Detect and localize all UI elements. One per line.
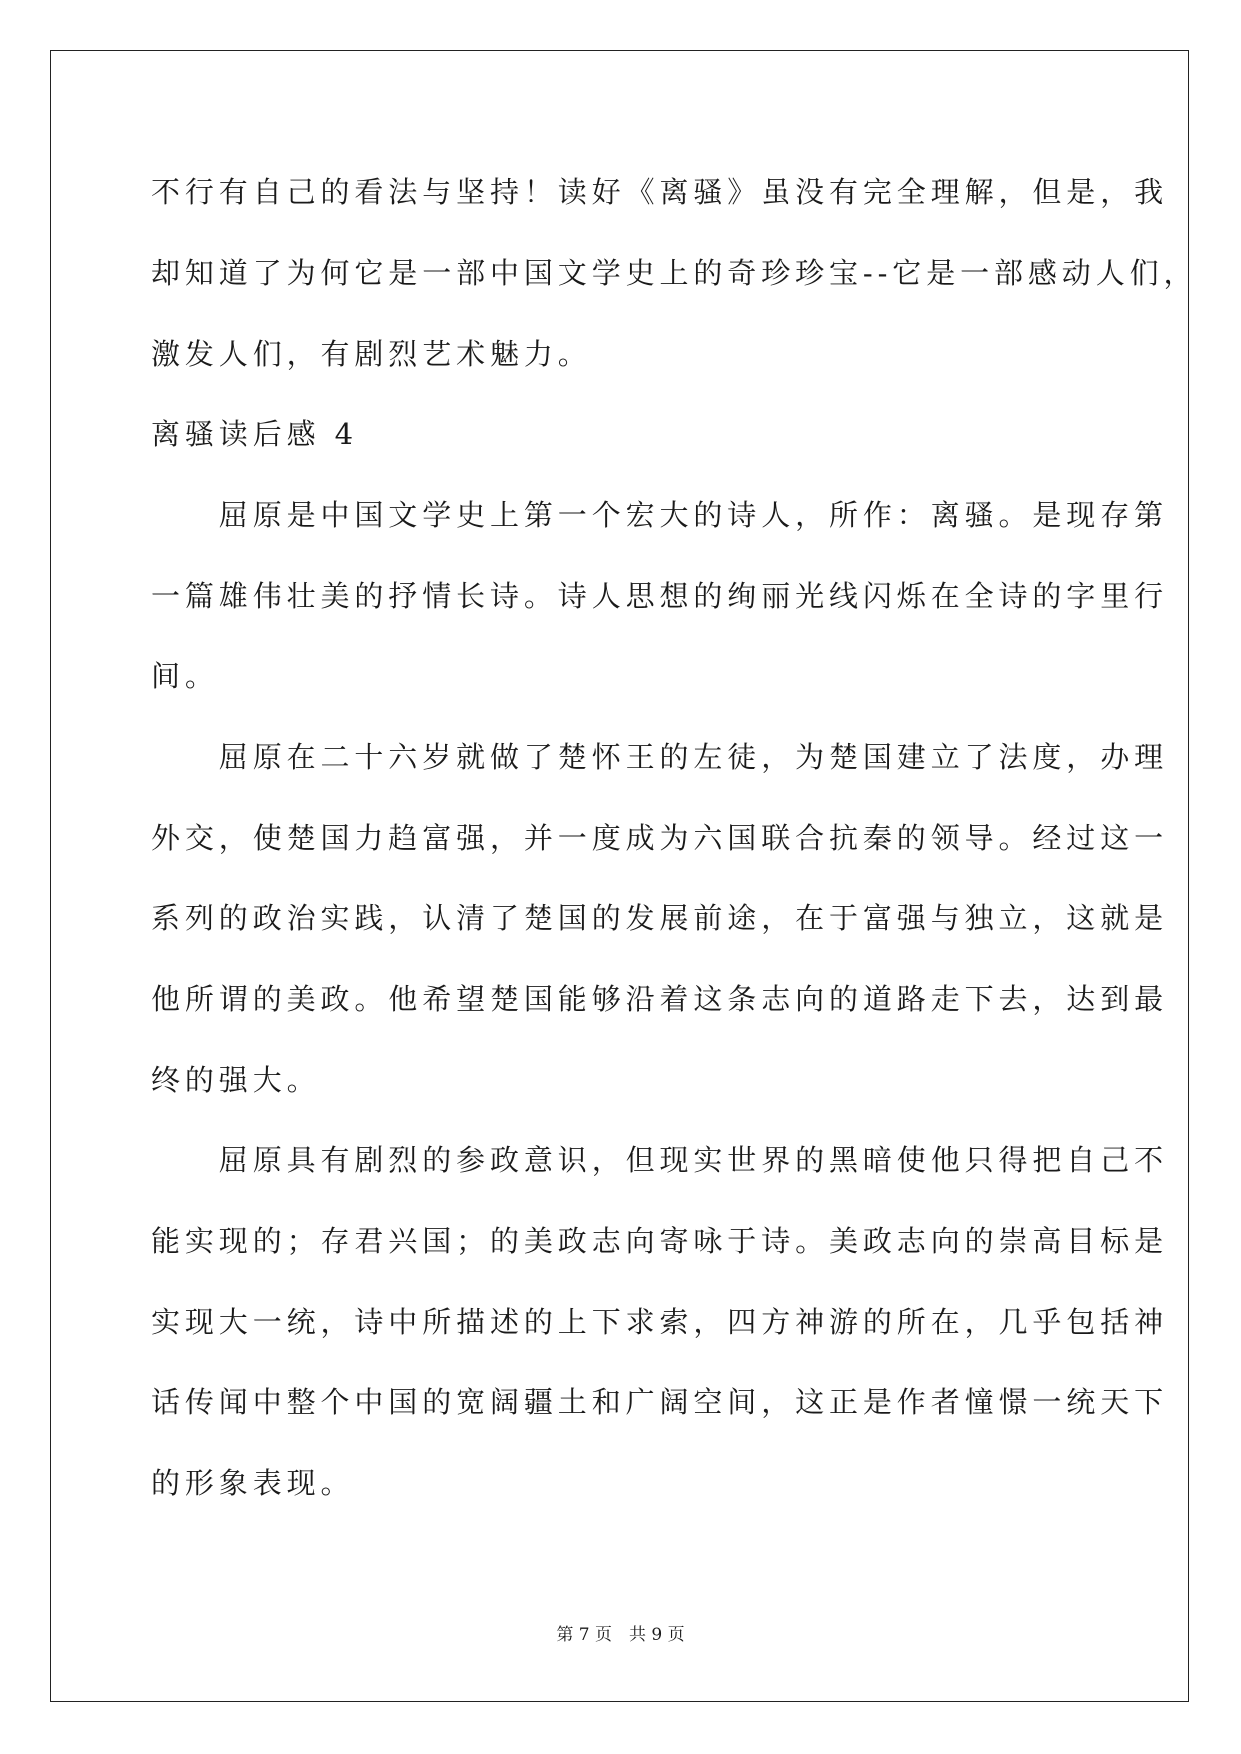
body-text-line: 却知道了为何它是一部中国文学史上的奇珍珍宝--它是一部感动人们， — [151, 256, 1198, 290]
body-text-line: 能实现的；存君兴国；的美政志向寄咏于诗。美政志向的崇高目标是 — [151, 1224, 1169, 1258]
body-text-line: 他所谓的美政。他希望楚国能够沿着这条志向的道路走下去，达到最 — [151, 982, 1169, 1016]
body-text-line: 一篇雄伟壮美的抒情长诗。诗人思想的绚丽光线闪烁在全诗的字里行 — [151, 579, 1169, 613]
body-text-line: 不行有自己的看法与坚持！读好《离骚》虽没有完全理解，但是，我 — [151, 175, 1169, 209]
body-text-line: 话传闻中整个中国的宽阔疆土和广阔空间，这正是作者憧憬一统天下 — [151, 1385, 1169, 1419]
body-text-line: 激发人们，有剧烈艺术魅力。 — [151, 337, 592, 371]
body-text-line: 系列的政治实践，认清了楚国的发展前途，在于富强与独立，这就是 — [151, 901, 1169, 935]
body-text-line: 屈原在二十六岁就做了楚怀王的左徒，为楚国建立了法度，办理 — [151, 740, 1169, 774]
page-number-footer: 第 7 页 共 9 页 — [556, 1625, 685, 1645]
body-text-line: 的形象表现。 — [151, 1466, 355, 1500]
page-border — [50, 50, 1189, 1702]
section-heading: 离骚读后感 4 — [151, 417, 358, 451]
body-text-line: 间。 — [151, 659, 219, 693]
body-text-line: 外交，使楚国力趋富强，并一度成为六国联合抗秦的领导。经过这一 — [151, 821, 1169, 855]
body-text-line: 实现大一统，诗中所描述的上下求索，四方神游的所在，几乎包括神 — [151, 1305, 1169, 1339]
body-text-line: 终的强大。 — [151, 1063, 321, 1097]
body-text-line: 屈原是中国文学史上第一个宏大的诗人，所作：离骚。是现存第 — [151, 498, 1169, 532]
body-text-line: 屈原具有剧烈的参政意识，但现实世界的黑暗使他只得把自己不 — [151, 1143, 1169, 1177]
